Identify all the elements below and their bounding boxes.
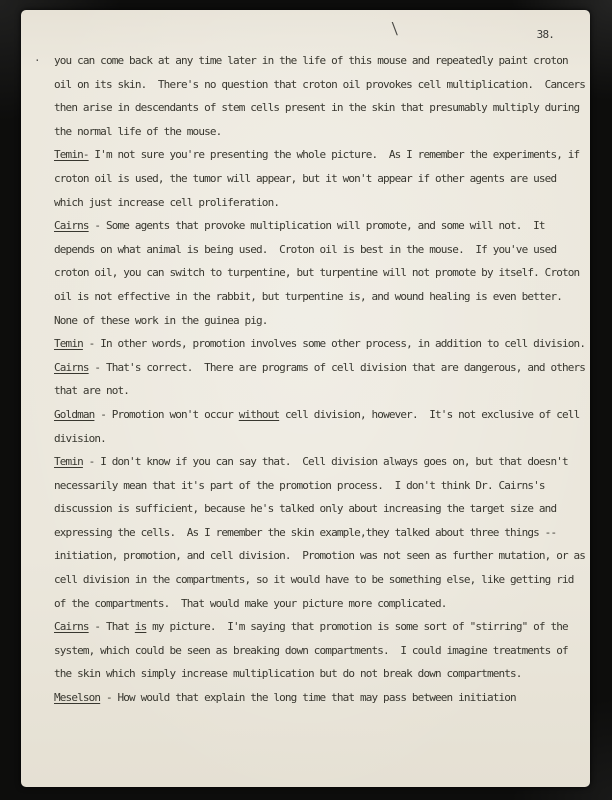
text-segment: - Some agents that provoke multiplication will promote, and some will not. It depends on what animal is being used. Croton oil is best in the mouse. If you've used croton oil, you can switch to turpentine, but turpentine will not promote by itself. Croton oil is not effective in the rabbit, but turpentine is, and wound healing is even better. None of these work in the guinea pig. bbox=[54, 219, 586, 327]
text-segment: you can come back at any time later in the life of this mouse and repeatedly paint croton oil on its skin. There's no question that croton oil provokes cell multiplication. Cancers then arise in descendants of stem cells present in the skin that presumably multiply during the normal life of the mouse. bbox=[54, 54, 591, 138]
underlined-text: Goldman bbox=[54, 407, 95, 421]
underlined-text: without bbox=[238, 407, 280, 421]
document-page bbox=[21, 10, 590, 787]
underlined-text: Cairns bbox=[54, 620, 89, 634]
text-segment: - In other words, promotion involves some other process, in addition to cell division. bbox=[82, 337, 586, 351]
text-segment: - Promotion won't occur bbox=[94, 407, 239, 421]
margin-dot-mark: · bbox=[34, 54, 41, 67]
paragraph bbox=[54, 356, 591, 403]
underlined-text: Meselson bbox=[54, 691, 101, 705]
underlined-text: Temin bbox=[54, 337, 83, 351]
underlined-text: Cairns bbox=[54, 360, 89, 374]
underlined-text: Temin- bbox=[54, 148, 89, 162]
text-segment: - That bbox=[88, 620, 135, 634]
underlined-text: Temin bbox=[54, 455, 83, 469]
underlined-text: Cairns bbox=[54, 219, 89, 233]
text-segment: - I don't know if you can say that. Cell division always goes on, but that doesn't necessarily mean that it's part of the promotion process. I don't think Dr. Cairns's discussion is sufficient, because he's talked only about increasing the target size and expressing the cells. As I remember the skin example,they talked about three things -- initiation, promotion, and cell division. Promotion was not seen as further mutation, or as cell division in the compartments, so it would have to be something else, like getting rid of the compartments. That would make your picture more complicated. bbox=[54, 455, 591, 610]
text-segment: I'm not sure you're presenting the whole picture. As I remember the experiments, if croton oil is used, the tumor will appear, but it won't appear if other agents are used which just increase cell proliferation. bbox=[54, 148, 586, 209]
document-body bbox=[54, 49, 591, 710]
paragraph bbox=[54, 450, 591, 615]
paragraph bbox=[54, 403, 586, 450]
paragraph bbox=[54, 686, 586, 710]
stray-pen-mark: \ bbox=[391, 20, 399, 39]
page-number: 38. bbox=[536, 28, 554, 41]
text-segment: cell division, however. It's not exclusive of cell division. bbox=[54, 407, 586, 445]
text-segment: - That's correct. There are programs of cell division that are dangerous, and others that are not. bbox=[54, 360, 591, 398]
underlined-text: is bbox=[134, 620, 147, 634]
paragraph bbox=[54, 49, 591, 143]
text-segment: - How would that explain the long time that may pass between initiation bbox=[100, 691, 516, 705]
paragraph bbox=[54, 332, 586, 356]
paragraph bbox=[54, 214, 586, 332]
paragraph bbox=[54, 143, 586, 214]
paragraph bbox=[54, 615, 586, 686]
text-segment: my picture. I'm saying that promotion is some sort of "stirring" of the system, which could be seen as breaking down compartments. I could imagine treatments of the skin which simply increase multiplication but do not break down compartments. bbox=[54, 620, 574, 681]
